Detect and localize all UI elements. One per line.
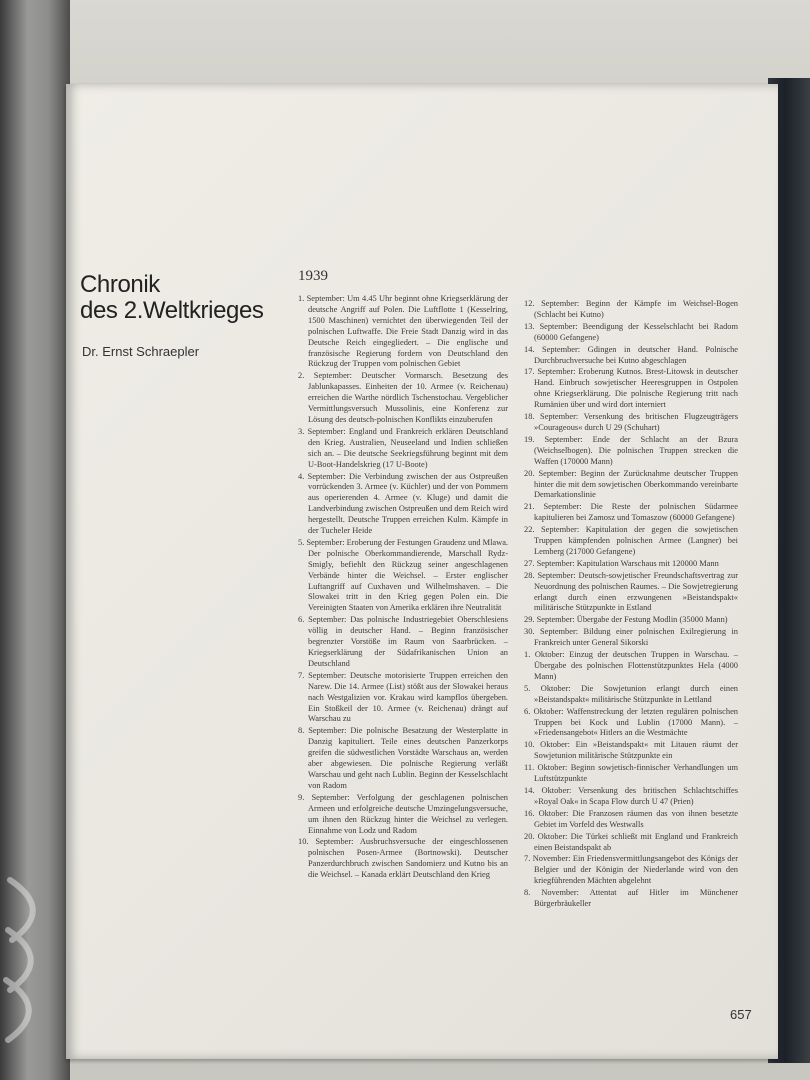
chronicle-entry: 6. September: Das polnische Industriegebiet Oberschlesiens völlig in deutscher Hand. – Beginn französischer begrenzter Vorstöße im Raum von Saarbrücken. – Kriegserklärung der Südafrikanischen Union an Deutschland — [298, 615, 508, 668]
chronicle-entry: 1. September: Um 4.45 Uhr beginnt ohne Kriegserklärung der deutsche Angriff auf Polen. Die Luftflotte 1 (Kesselring, 1500 Maschinen) vernichtet den überwiegenden Teil der polnischen Luftwaffe. Die Freie Stadt Danzig wird in das Deutsche Reich eingegliedert. – Die englische und französische Regierung fordern von Deutschland den Rückzug der Truppen vom polnischen Gebiet — [298, 294, 508, 369]
year-heading: 1939 — [298, 268, 328, 284]
chapter-title-line1: Chronik — [80, 271, 160, 298]
chronicle-entry: 9. September: Verfolgung der geschlagenen polnischen Armeen und erfolgreiche deutsche Umzingelungsversuche, um ihnen den Rückzug hinter die Weichsel zu verlegen. Einnahme von Lodz und Radom — [298, 792, 508, 835]
chapter-title — [80, 272, 290, 324]
chronicle-entry: 27. September: Kapitulation Warschaus mit 120000 Mann — [524, 558, 719, 568]
chronicle-entry: 10. Oktober: Ein »Beistandspakt« mit Litauen räumt der Sowjetunion militärische Stützpunkte ein — [524, 740, 738, 761]
chronicle-entry: 29. September: Übergabe der Festung Modlin (35000 Mann) — [524, 615, 728, 625]
chronicle-entry: 22. September: Kapitulation der gegen die sowjetischen Truppen kämpfenden polnischen Armee (Langner) bei Lemberg (217000 Gefangene) — [524, 525, 738, 556]
chronicle-entry: 13. September: Beendigung der Kesselschlacht bei Radom (60000 Gefangene) — [524, 321, 738, 342]
chronicle-entry: 18. September: Versenkung des britischen Flugzeugträgers »Courageous« durch U 29 (Schuhart) — [524, 412, 738, 432]
chronicle-entry: 14. Oktober: Versenkung des britischen Schlachtschiffes »Royal Oak« in Scapa Flow durch U 47 (Prien) — [524, 785, 738, 806]
chronicle-entry: 30. September: Bildung einer polnischen Exilregierung in Frankreich unter General Sikorski — [524, 627, 738, 648]
chronicle-entry: 21. September: Die Reste der polnischen Südarmee kapitulieren bei Zamosz und Tomaszow (60000 Gefangene) — [524, 502, 738, 523]
book-page — [66, 84, 778, 1059]
chronicle-entry: 4. September: Die Verbindung zwischen der aus Ostpreußen vorrückenden 3. Armee (v. Küchler) und der von Pommern aus operierenden 4. Armee (v. Kluge) und damit die Landverbindung zwischen Ostpreußen und dem Reich wird hergestellt. Deutsche Truppen erreichen Kulm. Kämpfe in der Tucheler Heide — [298, 471, 508, 536]
chronicle-entry: 6. Oktober: Waffenstreckung der letzten regulären polnischen Truppen bei Kock und Lublin (17000 Mann). – »Friedensangebot« Hitlers an die Westmächte — [524, 706, 738, 738]
page-number: 657 — [730, 1007, 752, 1022]
chronicle-entry: 5. September: Eroberung der Festungen Graudenz und Mlawa. Der polnische Oberkommandierende, Marschall Rydz-Smigly, befiehlt den Rückzug seiner angeschlagenen Verbände hinter die Weichsel. – Erster englischer Luftangriff auf Cuxhaven und Wilhelmshaven. – Die Slowakei tritt in den Krieg gegen Polen ein. Die Vereinigten Staaten von Amerika erklären ihre Neutralität — [298, 537, 509, 613]
chronicle-entry: 11. Oktober: Beginn sowjetisch-finnischer Verhandlungen um Luftstützpunkte — [524, 763, 738, 784]
chronicle-column-left — [298, 294, 508, 882]
chronicle-entry: 19. September: Ende der Schlacht an der Bzura (Weichselbogen). Die polnischen Truppen strecken die Waffen (170000 Mann) — [524, 434, 738, 466]
chronicle-column-right — [524, 299, 738, 911]
book-spine — [0, 0, 70, 1080]
chronicle-entry: 16. Oktober: Die Franzosen räumen das von ihnen besetzte Gebiet im Vorfeld des Westwalls — [524, 808, 738, 829]
chronicle-entry: 3. September: England und Frankreich erklären Deutschland den Krieg. Australien, Neuseeland und Indien schließen sich an. – Die deutsche Seekriegsführung beginnt mit dem U-Boot-Handelskrieg (17 U-Boote) — [298, 426, 508, 469]
author-name: Dr. Ernst Schraepler — [82, 344, 200, 359]
chronicle-entry: 20. September: Beginn der Zurücknahme deutscher Truppen hinter die mit dem sowjetischen Oberkommando vereinbarte Demarkationslinie — [524, 468, 738, 500]
chronicle-entry: 12. September: Beginn der Kämpfe im Weichsel-Bogen (Schlacht bei Kutno) — [524, 299, 738, 319]
chronicle-entry: 28. September: Deutsch-sowjetischer Freundschaftsvertrag zur Neuordnung des polnischen Raumes. – Die Sowjetregierung erlangt durch einen erzwungenen »Beistandspakt« militärische Stützpunkte in Estland — [524, 570, 738, 613]
chronicle-entry: 1. Oktober: Einzug der deutschen Truppen in Warschau. – Übergabe des polnischen Flottenstützpunktes Hela (4000 Mann) — [524, 650, 738, 681]
chapter-title-line2: des 2.Weltkrieges — [80, 297, 264, 324]
chronicle-entry: 8. November: Attentat auf Hitler im Münchener Bürgerbräukeller — [524, 888, 738, 909]
chronicle-entry: 14. September: Gdingen in deutscher Hand. Polnische Durchbruchversuche bei Kutno abgeschlagen — [524, 344, 738, 365]
chronicle-entry: 2. September: Deutscher Vormarsch. Besetzung des Jablunkapasses. Einheiten der 10. Armee (v. Reichenau) erreichen die Warthe nördlich Tschenstochau. Vergeblicher Vermittlungsversuch Mussolinis, eine Konferenz zur Lösung des deutsch-polnischen Konflikts einzuberufen — [298, 371, 508, 424]
chronicle-entry: 5. Oktober: Die Sowjetunion erlangt durch einen »Beistandspakt« militärische Stützpunkte in Lettland — [524, 683, 738, 704]
chronicle-entry: 20. Oktober: Die Türkei schließt mit England und Frankreich einen Beistandspakt ab — [524, 831, 738, 852]
chronicle-entry: 8. September: Die polnische Besatzung der Westerplatte in Danzig kapituliert. Teile eines deutschen Panzerkorps greifen die südwestlichen Vorstädte Warschaus an, werden aber abgewiesen. Die polnische Regierung verläßt Warschau und geht nach Lublin. Beginn der Kesselschlacht von Radom — [298, 726, 508, 790]
wreath-emblem-icon — [0, 860, 60, 1060]
chronicle-entry: 17. September: Eroberung Kutnos. Brest-Litowsk in deutscher Hand. Einbruch sowjetischer Heeresgruppen in Ostpolen ohne Kriegserklärung. Die polnische Regierung tritt nach Rumänien über und wird dort interniert — [524, 367, 738, 410]
chronicle-entry: 7. September: Deutsche motorisierte Truppen erreichen den Narew. Die 14. Armee (List) stößt aus der Slowakei heraus nach Westgalizien vor. Krakau wird kampflos übergeben. Ein Stoßkeil der 10. Armee (v. Reichenau) drängt auf Warschau zu — [298, 670, 508, 724]
chronicle-entry: 7. November: Ein Friedensvermittlungsangebot des Königs der Belgier und der Königin der Niederlande wird von den kriegführenden Mächten abgelehnt — [524, 854, 738, 886]
chronicle-entry: 10. September: Ausbruchsversuche der eingeschlossenen polnischen Posen-Armee (Bortnowski). Deutscher Panzerdurchbruch zwischen Sandomierz und Kutno bis an die Weichsel. – Kanada erklärt Deutschland den Krieg — [298, 837, 508, 880]
